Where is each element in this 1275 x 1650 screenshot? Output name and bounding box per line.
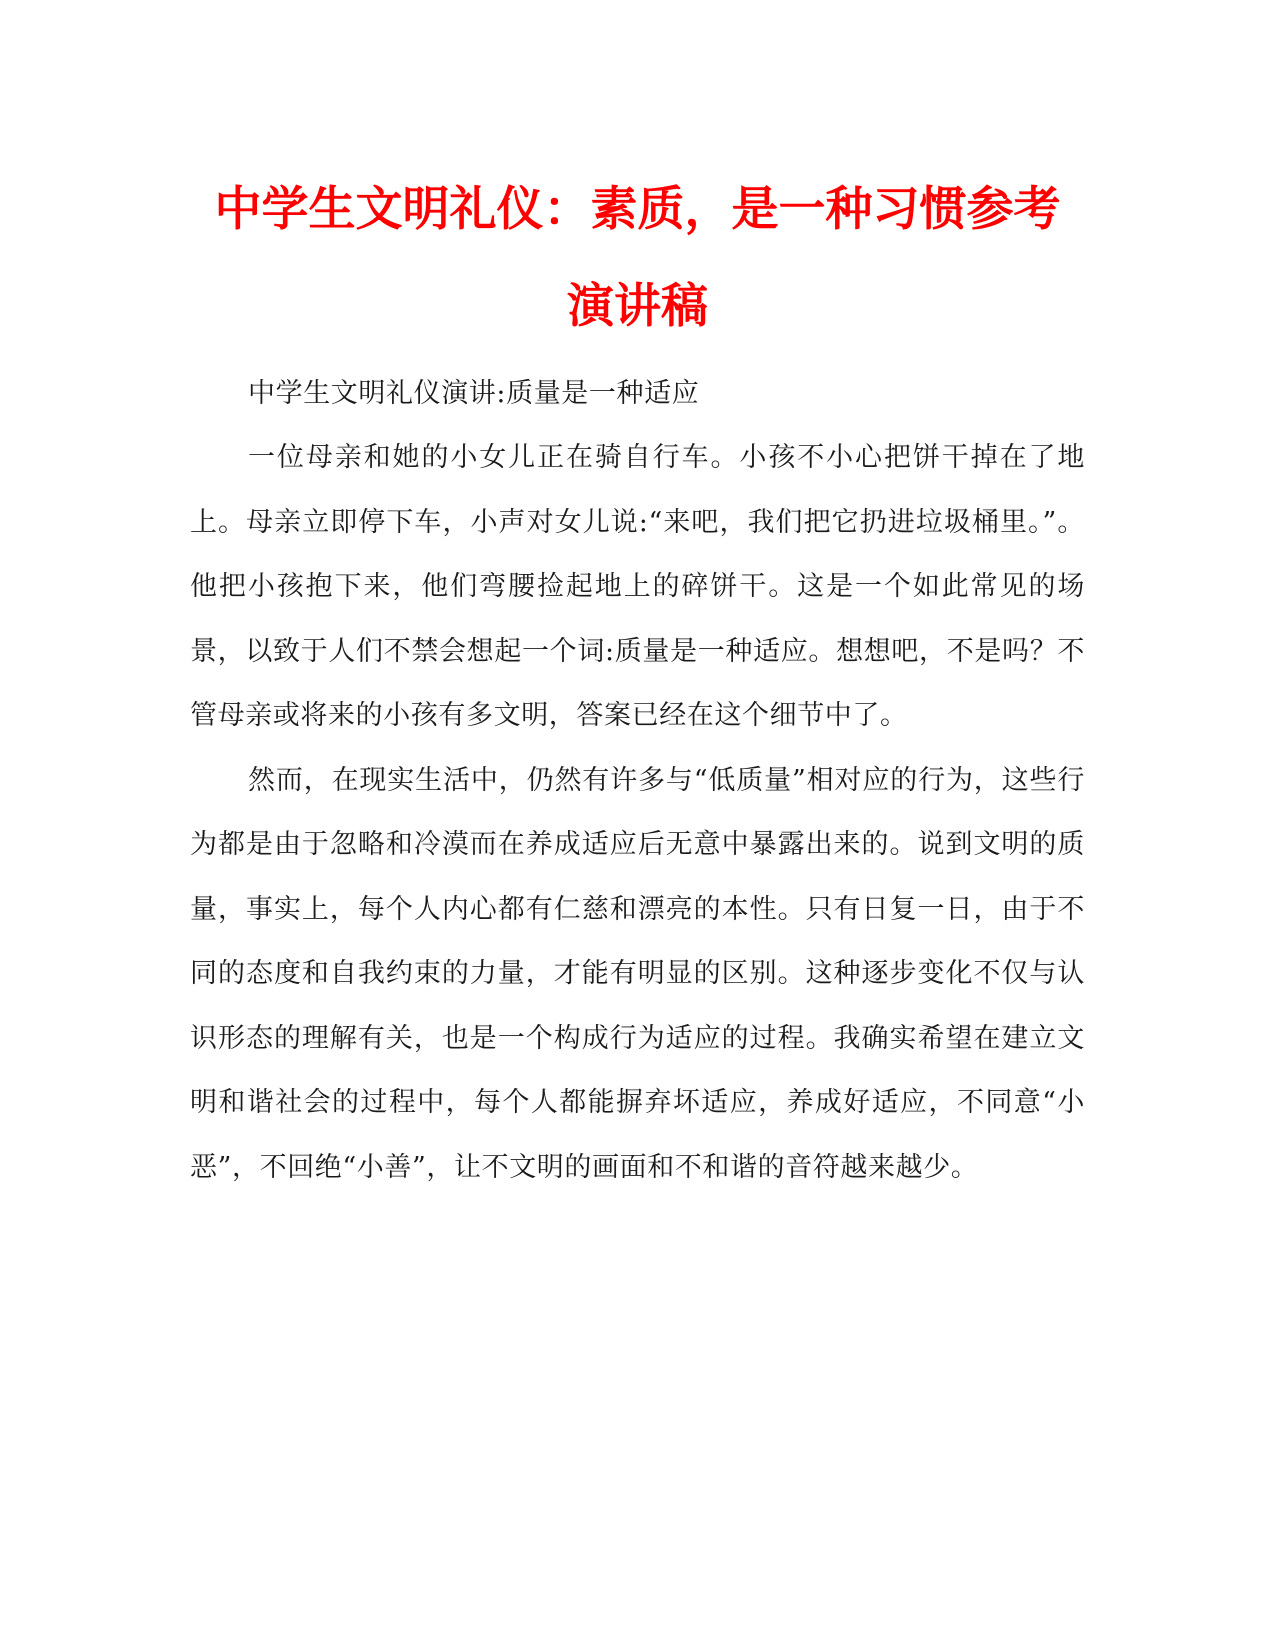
paragraph-1: 一位母亲和她的小女儿正在骑自行车。小孩不小心把饼干掉在了地上。母亲立即停下车，小声对女儿说:“来吧，我们把它扔进垃圾桶里。”。他把小孩抱下来，他们弯腰捡起地上的碎饼干。这是一个如此常见的场景，以致于人们不禁会想起一个词:质量是一种适应。想想吧，不是吗？不管母亲或将来的小孩有多文明，答案已经在这个细节中了。	[190, 442, 1085, 731]
speech-subtitle: 中学生文明礼仪演讲:质量是一种适应	[248, 378, 700, 409]
document-title-line-1: 中学生文明礼仪：素质，是一种习惯参考	[214, 182, 1061, 237]
document-title-line-2: 演讲稿	[567, 279, 708, 334]
paragraph-2: 然而，在现实生活中，仍然有许多与“低质量”相对应的行为，这些行为都是由于忽略和冷漠而在养成适应后无意中暴露出来的。说到文明的质量，事实上，每个人内心都有仁慈和漂亮的本性。只有日复一日，由于不同的态度和自我约束的力量，才能有明显的区别。这种逐步变化不仅与认识形态的理解有关，也是一个构成行为适应的过程。我确实希望在建立文明和谐社会的过程中，每个人都能摒弃坏适应，养成好适应，不同意“小恶”，不回绝“小善”，让不文明的画面和不和谐的音符越来越少。	[190, 764, 1085, 1183]
document-body	[190, 362, 1085, 1200]
